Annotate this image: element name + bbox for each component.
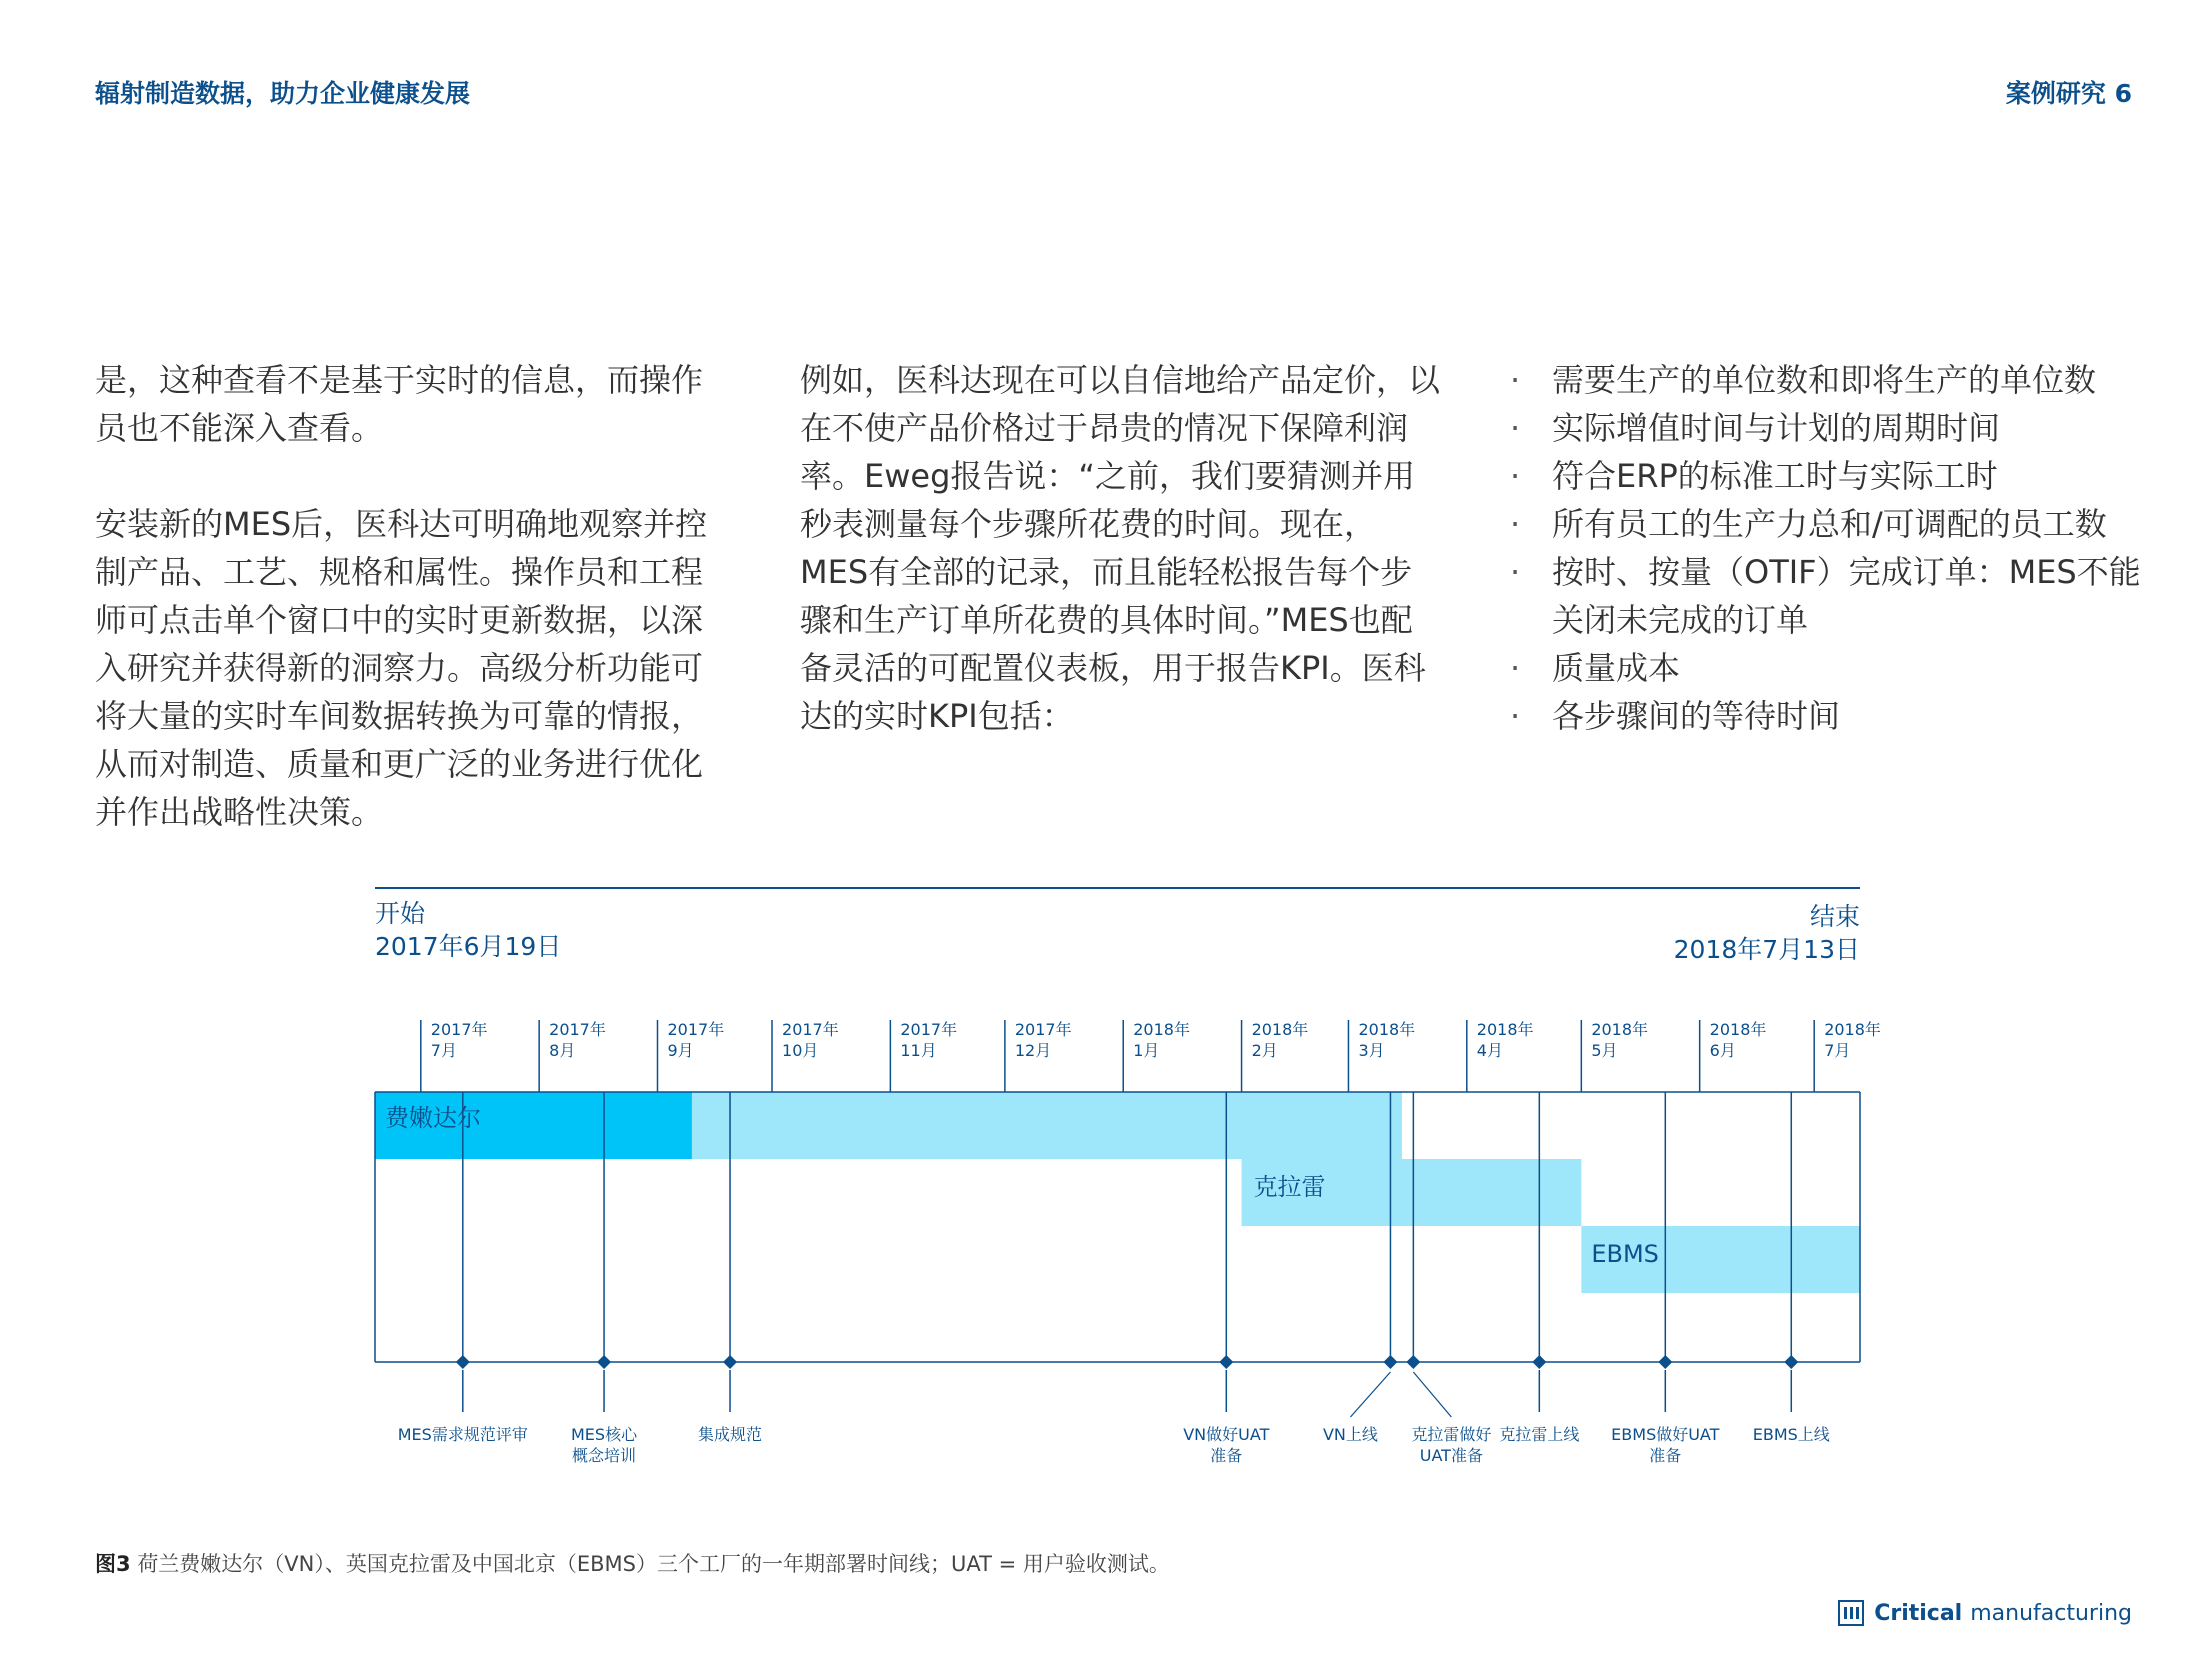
month-year-label: 2018年: [1824, 1020, 1881, 1039]
month-year-label: 2018年: [1709, 1020, 1767, 1039]
month-label: 5月: [1591, 1041, 1618, 1060]
month-year-label: 2017年: [900, 1020, 958, 1039]
kpi-list-item: · 所有员工的生产力总和/可调配的员工数: [1510, 500, 2150, 548]
kpi-list-item: · 按时、按量（OTIF）完成订单：MES不能关闭未完成的订单: [1510, 548, 2150, 644]
kpi-list-item: · 各步骤间的等待时间: [1510, 692, 2150, 740]
milestone-label: 概念培训: [572, 1446, 637, 1465]
logo-word-bold: Critical: [1874, 1600, 1963, 1626]
logo-mark-icon: [1838, 1600, 1864, 1626]
milestone-marker: [1383, 1355, 1397, 1369]
milestone-label: 克拉雷上线: [1499, 1425, 1580, 1444]
figure-caption: [95, 1548, 1170, 1578]
milestone-label: EBMS上线: [1752, 1425, 1830, 1444]
month-year-label: 2017年: [549, 1020, 606, 1039]
milestone-label: MES需求规范评审: [397, 1425, 528, 1444]
month-year-label: 2017年: [430, 1020, 488, 1039]
timeline-end: [1674, 900, 1860, 966]
milestone-marker: [456, 1355, 470, 1369]
logo-word: manufacturing: [1970, 1600, 2132, 1626]
kpi-list-item: · 质量成本: [1510, 644, 2150, 692]
milestone-label: 集成规范: [698, 1425, 763, 1444]
month-year-label: 2018年: [1251, 1020, 1309, 1039]
month-year-label: 2018年: [1476, 1020, 1534, 1039]
timeline-start-date: 2017年6月19日: [375, 932, 562, 961]
caption-text: 荷兰费嫩达尔（VN）、英国克拉雷及中国北京（EBMS）三个工厂的一年期部署时间线；UAT = 用户验收测试。: [137, 1552, 1170, 1576]
month-year-label: 2017年: [667, 1020, 725, 1039]
milestone-label: EBMS做好UAT: [1611, 1425, 1720, 1444]
month-label: 8月: [549, 1041, 576, 1060]
month-label: 7月: [430, 1041, 457, 1060]
month-label: 3月: [1358, 1041, 1385, 1060]
month-year-label: 2018年: [1591, 1020, 1649, 1039]
timeline-start-label: 开始: [375, 899, 426, 928]
milestone-marker: [1658, 1355, 1672, 1369]
milestone-marker: [597, 1355, 611, 1369]
milestone-leader: [1350, 1372, 1390, 1417]
milestone-label: 准备: [1210, 1446, 1243, 1465]
milestone-label: VN做好UAT: [1183, 1425, 1270, 1444]
paragraph: 安装新的MES后，医科达可明确地观察并控制产品、工艺、规格和属性。操作员和工程师可点击单个窗口中的实时更新数据，以深入研究并获得新的洞察力。高级分析功能可将大量的实时车间数据转换为可靠的情报，从而对制造、质量和更广泛的业务进行优化并作出战略性决策。: [95, 505, 708, 831]
month-label: 4月: [1476, 1041, 1503, 1060]
month-label: 1月: [1133, 1041, 1160, 1060]
month-label: 9月: [667, 1041, 694, 1060]
milestone-leader: [1413, 1372, 1451, 1417]
month-year-label: 2017年: [782, 1020, 839, 1039]
plant-label-clarey: 克拉雷: [1253, 1173, 1326, 1201]
header-page-label: 案例研究 6: [2005, 79, 2132, 108]
milestone-marker: [1784, 1355, 1798, 1369]
milestone-marker: [1406, 1355, 1420, 1369]
paragraph: 是，这种查看不是基于实时的信息，而操作员也不能深入查看。: [95, 361, 704, 447]
milestone-marker: [1532, 1355, 1546, 1369]
milestone-label: UAT准备: [1419, 1446, 1483, 1465]
month-year-label: 2018年: [1358, 1020, 1416, 1039]
paragraph: 例如，医科达现在可以自信地给产品定价，以在不使产品价格过于昂贵的情况下保障利润率。Eweg报告说：“之前，我们要猜测并用秒表测量每个步骤所花费的时间。现在，MES有全部的记录，而且能轻松报告每个步骤和生产订单所花费的具体时间。”MES也配备灵活的可配置仪表板，用于报告KPI。医科达的实时KPI包括：: [800, 361, 1441, 735]
milestone-label: 克拉雷做好: [1411, 1425, 1492, 1444]
month-year-label: 2017年: [1014, 1020, 1072, 1039]
timeline-end-date: 2018年7月13日: [1673, 935, 1860, 964]
company-logo: [1838, 1600, 2132, 1626]
plant-label-vn: 费嫩达尔: [385, 1104, 481, 1132]
plant-label-ebms: EBMS: [1591, 1240, 1659, 1268]
header-title: 辐射制造数据，助力企业健康发展: [95, 79, 471, 108]
figure-number: 图3: [95, 1552, 131, 1576]
milestone-label: 准备: [1649, 1446, 1682, 1465]
month-label: 12月: [1014, 1041, 1052, 1060]
month-label: 10月: [782, 1041, 819, 1060]
milestone-marker: [723, 1355, 737, 1369]
month-year-label: 2018年: [1133, 1020, 1190, 1039]
kpi-list-item: · 符合ERP的标准工时与实际工时: [1510, 452, 2150, 500]
month-label: 2月: [1251, 1041, 1278, 1060]
milestone-marker: [1219, 1355, 1233, 1369]
milestone-label: VN上线: [1322, 1425, 1378, 1444]
timeline-start: [375, 897, 561, 963]
month-label: 7月: [1824, 1041, 1851, 1060]
milestone-label: MES核心: [571, 1425, 638, 1444]
kpi-list-item: · 需要生产的单位数和即将生产的单位数: [1510, 356, 2150, 404]
timeline-end-label: 结束: [1809, 902, 1860, 931]
month-label: 6月: [1709, 1041, 1736, 1060]
month-label: 11月: [900, 1041, 937, 1060]
kpi-list-item: · 实际增值时间与计划的周期时间: [1510, 404, 2150, 452]
